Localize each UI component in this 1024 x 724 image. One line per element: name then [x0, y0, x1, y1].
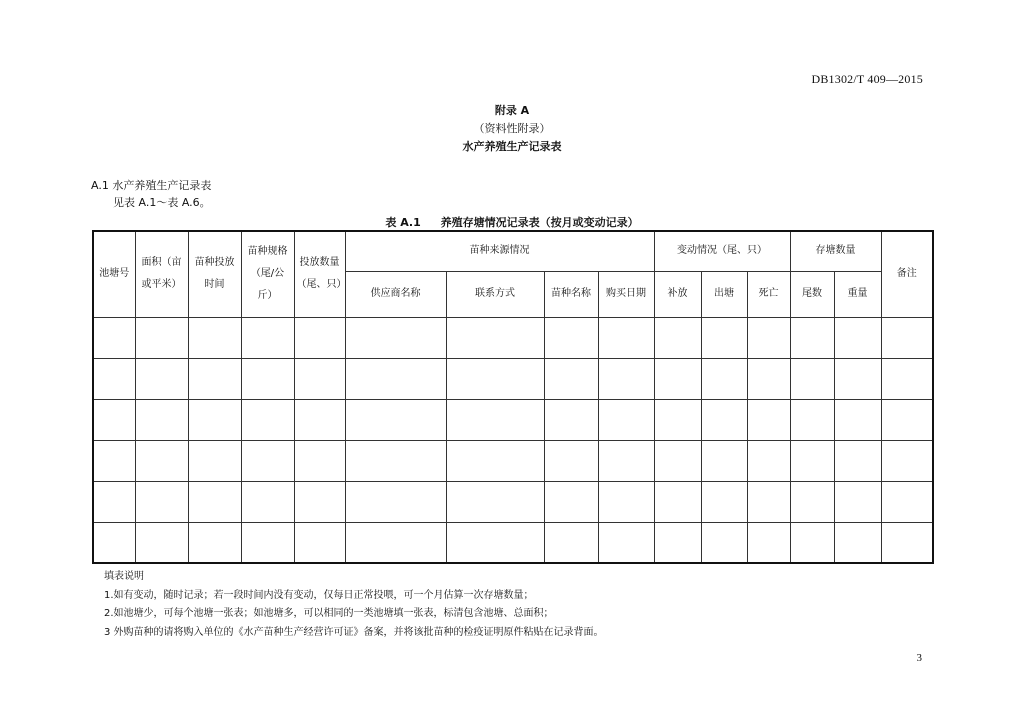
- table-cell[interactable]: [294, 399, 345, 440]
- table-cell[interactable]: [790, 522, 834, 563]
- table-row: [93, 440, 933, 481]
- table-cell[interactable]: [544, 399, 598, 440]
- section-title: A.1 水产养殖生产记录表: [91, 179, 212, 192]
- header-source-group: 苗种来源情况: [345, 231, 654, 271]
- table-cell[interactable]: [93, 358, 135, 399]
- header-amount: 投放数量（尾、只）: [294, 231, 345, 317]
- table-cell[interactable]: [598, 358, 654, 399]
- table-cell[interactable]: [188, 399, 241, 440]
- table-cell[interactable]: [241, 522, 294, 563]
- table-cell[interactable]: [294, 481, 345, 522]
- section-body: 见表 A.1～表 A.6。: [113, 196, 211, 209]
- table-cell[interactable]: [598, 440, 654, 481]
- table-cell[interactable]: [241, 358, 294, 399]
- table-cell[interactable]: [834, 481, 881, 522]
- table-cell[interactable]: [294, 317, 345, 358]
- table-cell[interactable]: [701, 317, 747, 358]
- header-out: 出塘: [701, 271, 747, 317]
- header-restock: 补放: [654, 271, 701, 317]
- table-cell[interactable]: [881, 358, 933, 399]
- table-cell[interactable]: [747, 358, 790, 399]
- table-cell[interactable]: [446, 317, 544, 358]
- table-cell[interactable]: [135, 481, 188, 522]
- table-cell[interactable]: [93, 440, 135, 481]
- table-cell[interactable]: [701, 399, 747, 440]
- table-cell[interactable]: [446, 440, 544, 481]
- table-cell[interactable]: [834, 399, 881, 440]
- notes-title: 填表说明: [104, 571, 144, 582]
- table-cell[interactable]: [881, 440, 933, 481]
- record-table: [92, 230, 934, 564]
- table-cell[interactable]: [135, 317, 188, 358]
- notes: [104, 568, 604, 642]
- table-row: [93, 358, 933, 399]
- table-cell[interactable]: [544, 358, 598, 399]
- header-seed-name: 苗种名称: [544, 271, 598, 317]
- header-change-group: 变动情况（尾、只）: [654, 231, 790, 271]
- table-cell[interactable]: [701, 440, 747, 481]
- table-cell[interactable]: [446, 399, 544, 440]
- table-cell[interactable]: [135, 522, 188, 563]
- table-cell[interactable]: [544, 522, 598, 563]
- table-cell[interactable]: [881, 522, 933, 563]
- table-cell[interactable]: [93, 317, 135, 358]
- header-spec: 苗种规格（尾/公斤）: [241, 231, 294, 317]
- table-row: [93, 481, 933, 522]
- table-cell[interactable]: [294, 440, 345, 481]
- table-cell[interactable]: [544, 440, 598, 481]
- table-cell[interactable]: [598, 481, 654, 522]
- table-cell[interactable]: [790, 399, 834, 440]
- notes-item: 3 外购苗种的请将购入单位的《水产苗种生产经营许可证》备案，并将该批苗种的检疫证明原件粘贴在记录背面。: [104, 626, 604, 638]
- table-cell[interactable]: [654, 481, 701, 522]
- table-cell[interactable]: [294, 522, 345, 563]
- table-cell[interactable]: [834, 522, 881, 563]
- header-remark: 备注: [881, 231, 933, 317]
- table-cell[interactable]: [654, 440, 701, 481]
- header-area: 面积（亩或平米）: [135, 231, 188, 317]
- table-cell[interactable]: [747, 522, 790, 563]
- table-cell[interactable]: [345, 481, 446, 522]
- table-cell[interactable]: [834, 317, 881, 358]
- table-cell[interactable]: [241, 481, 294, 522]
- notes-item: 2.如池塘少，可每个池塘一张表；如池塘多，可以相同的一类池塘填一张表，标清包含池塘、总面积；: [104, 608, 554, 620]
- table-cell[interactable]: [747, 399, 790, 440]
- header-weight: 重量: [834, 271, 881, 317]
- table-cell[interactable]: [598, 399, 654, 440]
- table-cell[interactable]: [93, 399, 135, 440]
- table-row: [93, 317, 933, 358]
- table-row: [93, 399, 933, 440]
- table-cell[interactable]: [701, 481, 747, 522]
- page-number: 3: [916, 652, 922, 664]
- table-cell[interactable]: [790, 317, 834, 358]
- header-stock-time: 苗种投放时间: [188, 231, 241, 317]
- table-cell[interactable]: [188, 522, 241, 563]
- table-cell[interactable]: [881, 399, 933, 440]
- table-cell[interactable]: [135, 399, 188, 440]
- table-cell[interactable]: [188, 440, 241, 481]
- header-count: 尾数: [790, 271, 834, 317]
- header-buy-date: 购买日期: [598, 271, 654, 317]
- table-cell[interactable]: [790, 358, 834, 399]
- table-cell[interactable]: [135, 358, 188, 399]
- table-cell[interactable]: [747, 481, 790, 522]
- table-row: [93, 522, 933, 563]
- table-cell[interactable]: [241, 399, 294, 440]
- table-cell[interactable]: [241, 440, 294, 481]
- table-cell[interactable]: [654, 399, 701, 440]
- standard-code: DB1302/T 409—2015: [811, 72, 923, 86]
- table-cell[interactable]: [654, 358, 701, 399]
- table-cell[interactable]: [834, 358, 881, 399]
- table-cell[interactable]: [345, 399, 446, 440]
- table-cell[interactable]: [188, 358, 241, 399]
- table-cell[interactable]: [241, 317, 294, 358]
- table-cell[interactable]: [598, 317, 654, 358]
- table-cell[interactable]: [135, 440, 188, 481]
- header-pond: 池塘号: [93, 231, 135, 317]
- table-cell[interactable]: [834, 440, 881, 481]
- appendix-subtitle: （资料性附录）: [473, 122, 551, 135]
- table-cell[interactable]: [93, 522, 135, 563]
- table-caption-text: 养殖存塘情况记录表（按月或变动记录）: [440, 216, 639, 229]
- table-cell[interactable]: [294, 358, 345, 399]
- table-cell[interactable]: [345, 440, 446, 481]
- table-cell[interactable]: [544, 317, 598, 358]
- table-cell[interactable]: [446, 522, 544, 563]
- table-cell[interactable]: [701, 522, 747, 563]
- header-dead: 死亡: [747, 271, 790, 317]
- table-cell[interactable]: [701, 358, 747, 399]
- table-cell[interactable]: [881, 481, 933, 522]
- table-cell[interactable]: [881, 317, 933, 358]
- table-cell[interactable]: [790, 440, 834, 481]
- table-cell[interactable]: [188, 317, 241, 358]
- table-cell[interactable]: [446, 358, 544, 399]
- table-cell[interactable]: [345, 522, 446, 563]
- table-cell[interactable]: [790, 481, 834, 522]
- table-cell[interactable]: [654, 522, 701, 563]
- header-contact: 联系方式: [446, 271, 544, 317]
- table-cell[interactable]: [93, 481, 135, 522]
- table-cell[interactable]: [747, 317, 790, 358]
- notes-item: 1.如有变动，随时记录；若一段时间内没有变动，仅每日正常投喂，可一个月估算一次存塘数量；: [104, 589, 534, 601]
- table-caption-number: 表 A.1: [385, 216, 421, 229]
- appendix-title: 附录 A: [494, 104, 530, 117]
- header-supplier: 供应商名称: [345, 271, 446, 317]
- header-stock-group: 存塘数量: [790, 231, 881, 271]
- appendix-name: 水产养殖生产记录表: [462, 140, 562, 153]
- table-cell[interactable]: [598, 522, 654, 563]
- table-cell[interactable]: [446, 481, 544, 522]
- table-cell[interactable]: [345, 317, 446, 358]
- table-caption: [0, 214, 1024, 230]
- table-cell[interactable]: [654, 317, 701, 358]
- table-cell[interactable]: [544, 481, 598, 522]
- table-cell[interactable]: [345, 358, 446, 399]
- table-cell[interactable]: [188, 481, 241, 522]
- table-cell[interactable]: [747, 440, 790, 481]
